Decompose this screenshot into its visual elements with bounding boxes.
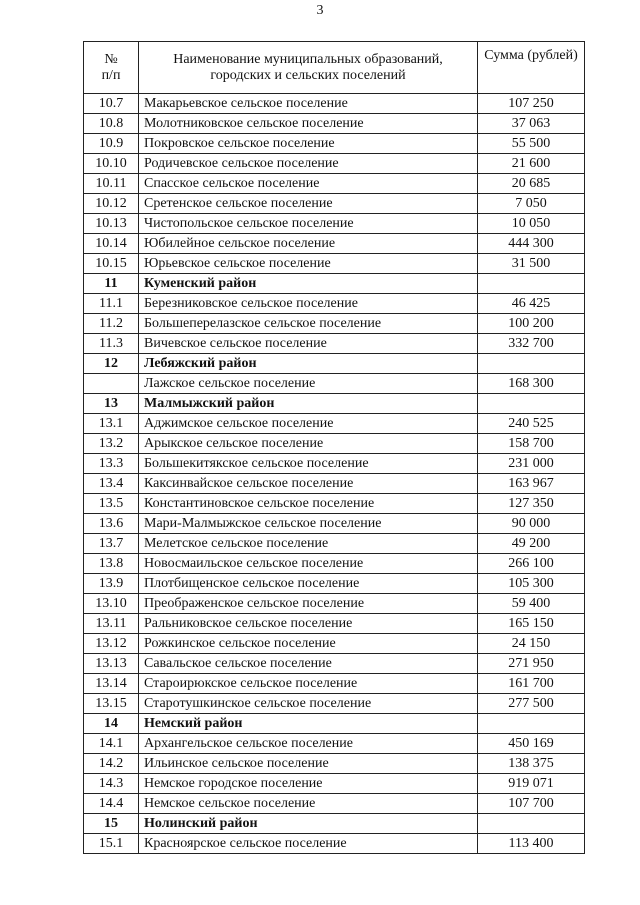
district-row bbox=[84, 274, 585, 294]
district-row bbox=[84, 714, 585, 734]
row-sum: 158 700 bbox=[478, 434, 585, 454]
row-number: 14 bbox=[84, 714, 139, 734]
row-number: 10.15 bbox=[84, 254, 139, 274]
row-sum: 231 000 bbox=[478, 454, 585, 474]
row-number: 14.2 bbox=[84, 754, 139, 774]
table-row bbox=[84, 314, 585, 334]
table-row bbox=[84, 334, 585, 354]
table-row bbox=[84, 294, 585, 314]
row-number bbox=[84, 374, 139, 394]
row-number: 14.1 bbox=[84, 734, 139, 754]
table-row bbox=[84, 514, 585, 534]
table-row bbox=[84, 594, 585, 614]
row-number: 13.15 bbox=[84, 694, 139, 714]
row-name: Архангельское сельское поселение bbox=[139, 734, 478, 754]
row-number: 13.13 bbox=[84, 654, 139, 674]
row-name: Ильинское сельское поселение bbox=[139, 754, 478, 774]
row-number: 13.7 bbox=[84, 534, 139, 554]
row-name: Чистопольское сельское поселение bbox=[139, 214, 478, 234]
row-name: Мари-Малмыжское сельское поселение bbox=[139, 514, 478, 534]
row-name: Аджимское сельское поселение bbox=[139, 414, 478, 434]
row-sum: 90 000 bbox=[478, 514, 585, 534]
table-row bbox=[84, 614, 585, 634]
row-sum: 138 375 bbox=[478, 754, 585, 774]
row-sum: 37 063 bbox=[478, 114, 585, 134]
table-row bbox=[84, 534, 585, 554]
row-name: Молотниковское сельское поселение bbox=[139, 114, 478, 134]
table-row bbox=[84, 194, 585, 214]
table-row bbox=[84, 694, 585, 714]
row-number: 15.1 bbox=[84, 834, 139, 854]
row-sum: 332 700 bbox=[478, 334, 585, 354]
row-sum: 59 400 bbox=[478, 594, 585, 614]
row-number: 11.1 bbox=[84, 294, 139, 314]
row-number: 13.2 bbox=[84, 434, 139, 454]
row-sum: 10 050 bbox=[478, 214, 585, 234]
row-name: Макарьевское сельское поселение bbox=[139, 94, 478, 114]
row-name: Березниковское сельское поселение bbox=[139, 294, 478, 314]
row-number: 13.11 bbox=[84, 614, 139, 634]
row-number: 10.10 bbox=[84, 154, 139, 174]
district-row bbox=[84, 814, 585, 834]
row-sum: 165 150 bbox=[478, 614, 585, 634]
header-row bbox=[84, 42, 585, 94]
row-sum: 450 169 bbox=[478, 734, 585, 754]
district-row bbox=[84, 354, 585, 374]
row-number: 10.13 bbox=[84, 214, 139, 234]
row-sum: 107 700 bbox=[478, 794, 585, 814]
row-sum: 163 967 bbox=[478, 474, 585, 494]
row-sum: 266 100 bbox=[478, 554, 585, 574]
row-sum: 444 300 bbox=[478, 234, 585, 254]
row-sum: 107 250 bbox=[478, 94, 585, 114]
row-name: Сретенское сельское поселение bbox=[139, 194, 478, 214]
row-name: Юрьевское сельское поселение bbox=[139, 254, 478, 274]
row-number: 13.9 bbox=[84, 574, 139, 594]
row-sum: 113 400 bbox=[478, 834, 585, 854]
table-row bbox=[84, 94, 585, 114]
row-name: Лебяжский район bbox=[139, 354, 478, 374]
row-name: Вичевское сельское поселение bbox=[139, 334, 478, 354]
row-name: Юбилейное сельское поселение bbox=[139, 234, 478, 254]
row-name: Константиновское сельское поселение bbox=[139, 494, 478, 514]
row-name: Малмыжский район bbox=[139, 394, 478, 414]
row-sum: 100 200 bbox=[478, 314, 585, 334]
row-sum: 277 500 bbox=[478, 694, 585, 714]
table-row bbox=[84, 654, 585, 674]
row-name: Спасское сельское поселение bbox=[139, 174, 478, 194]
row-number: 11.2 bbox=[84, 314, 139, 334]
table-header bbox=[84, 42, 585, 94]
table-row bbox=[84, 674, 585, 694]
row-sum: 21 600 bbox=[478, 154, 585, 174]
row-number: 13.14 bbox=[84, 674, 139, 694]
table-row bbox=[84, 834, 585, 854]
district-row bbox=[84, 394, 585, 414]
header-number: № п/п bbox=[84, 42, 139, 94]
page-number: 3 bbox=[316, 3, 324, 18]
row-name: Рожкинское сельское поселение bbox=[139, 634, 478, 654]
row-sum bbox=[478, 714, 585, 734]
row-name: Немский район bbox=[139, 714, 478, 734]
row-name: Немское сельское поселение bbox=[139, 794, 478, 814]
allocation-table bbox=[83, 41, 585, 854]
row-number: 10.12 bbox=[84, 194, 139, 214]
row-sum: 55 500 bbox=[478, 134, 585, 154]
row-name: Родичевское сельское поселение bbox=[139, 154, 478, 174]
row-sum: 46 425 bbox=[478, 294, 585, 314]
table-row bbox=[84, 494, 585, 514]
row-name: Новосмаильское сельское поселение bbox=[139, 554, 478, 574]
table-row bbox=[84, 174, 585, 194]
row-name: Покровское сельское поселение bbox=[139, 134, 478, 154]
row-name: Лажское сельское поселение bbox=[139, 374, 478, 394]
row-name: Преображенское сельское поселение bbox=[139, 594, 478, 614]
table-row bbox=[84, 254, 585, 274]
row-number: 13 bbox=[84, 394, 139, 414]
row-number: 13.6 bbox=[84, 514, 139, 534]
row-number: 13.1 bbox=[84, 414, 139, 434]
row-number: 10.8 bbox=[84, 114, 139, 134]
header-name: Наименование муниципальных образований, городских и сельских поселений bbox=[139, 42, 478, 94]
row-name: Старотушкинское сельское поселение bbox=[139, 694, 478, 714]
table-row bbox=[84, 794, 585, 814]
row-sum: 105 300 bbox=[478, 574, 585, 594]
row-name: Красноярское сельское поселение bbox=[139, 834, 478, 854]
row-number: 13.4 bbox=[84, 474, 139, 494]
row-number: 15 bbox=[84, 814, 139, 834]
row-number: 10.7 bbox=[84, 94, 139, 114]
row-name: Каксинвайское сельское поселение bbox=[139, 474, 478, 494]
row-sum bbox=[478, 814, 585, 834]
row-sum: 31 500 bbox=[478, 254, 585, 274]
row-name: Нолинский район bbox=[139, 814, 478, 834]
row-name: Староирюкское сельское поселение bbox=[139, 674, 478, 694]
row-name: Мелетское сельское поселение bbox=[139, 534, 478, 554]
row-number: 12 bbox=[84, 354, 139, 374]
row-sum: 7 050 bbox=[478, 194, 585, 214]
row-number: 13.8 bbox=[84, 554, 139, 574]
row-name: Плотбищенское сельское поселение bbox=[139, 574, 478, 594]
row-name: Ральниковское сельское поселение bbox=[139, 614, 478, 634]
row-sum bbox=[478, 354, 585, 374]
row-number: 13.3 bbox=[84, 454, 139, 474]
table-row bbox=[84, 734, 585, 754]
table-row bbox=[84, 154, 585, 174]
row-sum: 168 300 bbox=[478, 374, 585, 394]
row-number: 13.10 bbox=[84, 594, 139, 614]
row-sum: 127 350 bbox=[478, 494, 585, 514]
row-sum: 919 071 bbox=[478, 774, 585, 794]
table-row bbox=[84, 134, 585, 154]
table-row bbox=[84, 114, 585, 134]
header-sum: Сумма (рублей) bbox=[478, 42, 585, 94]
table-row bbox=[84, 754, 585, 774]
table-row bbox=[84, 634, 585, 654]
row-number: 14.4 bbox=[84, 794, 139, 814]
row-number: 11.3 bbox=[84, 334, 139, 354]
row-sum: 49 200 bbox=[478, 534, 585, 554]
row-number: 14.3 bbox=[84, 774, 139, 794]
table-row bbox=[84, 414, 585, 434]
table-row bbox=[84, 774, 585, 794]
table-row bbox=[84, 474, 585, 494]
table-row bbox=[84, 554, 585, 574]
row-number: 10.14 bbox=[84, 234, 139, 254]
row-sum bbox=[478, 274, 585, 294]
table-row bbox=[84, 234, 585, 254]
row-name: Большекитякское сельское поселение bbox=[139, 454, 478, 474]
row-sum: 161 700 bbox=[478, 674, 585, 694]
table-row bbox=[84, 214, 585, 234]
row-number: 11 bbox=[84, 274, 139, 294]
row-number: 10.9 bbox=[84, 134, 139, 154]
table-body bbox=[84, 94, 585, 854]
row-sum: 20 685 bbox=[478, 174, 585, 194]
row-name: Савальское сельское поселение bbox=[139, 654, 478, 674]
row-number: 10.11 bbox=[84, 174, 139, 194]
row-number: 13.12 bbox=[84, 634, 139, 654]
row-name: Большеперелазское сельское поселение bbox=[139, 314, 478, 334]
table-row bbox=[84, 434, 585, 454]
row-sum bbox=[478, 394, 585, 414]
row-sum: 271 950 bbox=[478, 654, 585, 674]
table-row bbox=[84, 454, 585, 474]
row-number: 13.5 bbox=[84, 494, 139, 514]
row-sum: 240 525 bbox=[478, 414, 585, 434]
row-sum: 24 150 bbox=[478, 634, 585, 654]
row-name: Арыкское сельское поселение bbox=[139, 434, 478, 454]
table-row bbox=[84, 574, 585, 594]
row-name: Немское городское поселение bbox=[139, 774, 478, 794]
table-row bbox=[84, 374, 585, 394]
row-name: Куменский район bbox=[139, 274, 478, 294]
